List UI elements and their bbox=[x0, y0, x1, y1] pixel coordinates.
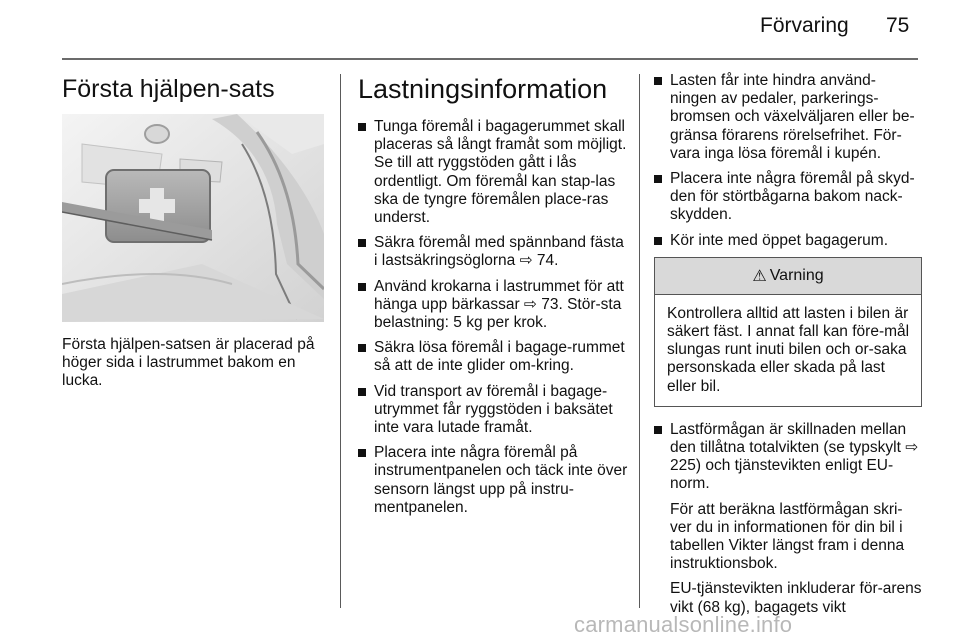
list-item: Placera inte några föremål på skyd-den för störtbågarna bakom nack-skydden. bbox=[654, 170, 922, 225]
column-divider bbox=[639, 74, 640, 608]
warning-icon: ⚠ bbox=[752, 267, 767, 285]
warning-text: Kontrollera alltid att lasten i bilen är säkert fäst. I annat fall kan före-mål slungas runt inuti bilen och or-saka personskada eller skada på last eller bil. bbox=[667, 304, 910, 395]
list-item: Kör inte med öppet bagagerum. bbox=[654, 232, 922, 250]
loading-info-section bbox=[358, 72, 628, 524]
first-aid-heading: Första hjälpen-sats bbox=[62, 75, 275, 103]
bullet-icon bbox=[358, 239, 366, 247]
bullet-icon bbox=[358, 449, 366, 457]
first-aid-caption: Första hjälpen-satsen är placerad på höger sida i lastrummet bakom en lucka. bbox=[62, 336, 315, 389]
list-item: Placera inte några föremål på instrumentpanelen och täck inte över sensorn längst upp på instru-mentpanelen. bbox=[358, 444, 628, 517]
capacity-paragraph: EU-tjänstevikten inkluderar för-arens vikt (68 kg), bagagets vikt bbox=[670, 580, 922, 616]
bullet-icon bbox=[654, 175, 662, 183]
bullet-icon bbox=[654, 237, 662, 245]
capacity-text: Lastförmågan är skillnaden mellan den tillåtna totalvikten (se typskylt ⇨ 225) och tjänstevikten enligt EU-norm. bbox=[670, 420, 919, 493]
column-divider bbox=[340, 74, 341, 608]
capacity-list bbox=[654, 421, 922, 617]
list-item: Säkra föremål med spännband fästa i lastsäkringsöglorna ⇨ 74. bbox=[358, 234, 628, 270]
loading-info-heading: Lastningsinformation bbox=[358, 74, 608, 104]
warning-header bbox=[655, 258, 921, 295]
list-item: Lasten får inte hindra använd-ningen av pedaler, parkerings-bromsen och växelväljaren eller be-gränsa förarens rörelsefrihet. För-vara inga lösa föremål i kupén. bbox=[654, 72, 922, 163]
warning-box bbox=[654, 257, 922, 407]
list-item bbox=[654, 421, 922, 617]
bullet-icon bbox=[358, 123, 366, 131]
page-number: 75 bbox=[886, 14, 910, 37]
bullet-icon bbox=[654, 77, 662, 85]
list-item: Säkra lösa föremål i bagage-rummet så att de inte glider om-kring. bbox=[358, 339, 628, 375]
section-title: Förvaring bbox=[760, 14, 849, 37]
list-item: Vid transport av föremål i bagage-utrymmet får ryggstöden i baksätet inte vara lutade framåt. bbox=[358, 383, 628, 438]
warning-title: Varning bbox=[769, 266, 824, 284]
watermark: carmanualsonline.info bbox=[574, 612, 793, 637]
first-aid-section bbox=[62, 72, 328, 390]
bullet-icon bbox=[358, 388, 366, 396]
list-item: Tunga föremål i bagagerummet skall placeras så långt framåt som möjligt. Se till att ryggstöden gått i lås ordentligt. Om föremål kan stap-las ska de tyngre föremålen place-ras underst. bbox=[358, 118, 628, 227]
first-aid-kit-photo bbox=[62, 114, 324, 322]
capacity-paragraph: För att beräkna lastförmågan skri-ver du in informationen för din bil i tabellen Vikter längst fram i denna instruktionsbok. bbox=[670, 500, 905, 573]
header-divider bbox=[62, 58, 918, 60]
loading-info-list bbox=[358, 118, 628, 517]
bullet-icon bbox=[358, 283, 366, 291]
bullet-icon bbox=[654, 426, 662, 434]
list-item: Använd krokarna i lastrummet för att hänga upp bärkassar ⇨ 73. Stör-sta belastning: 5 kg per krok. bbox=[358, 278, 628, 333]
bullet-icon bbox=[358, 344, 366, 352]
loading-info-list-cont bbox=[654, 72, 922, 250]
loading-info-continued bbox=[654, 72, 922, 624]
